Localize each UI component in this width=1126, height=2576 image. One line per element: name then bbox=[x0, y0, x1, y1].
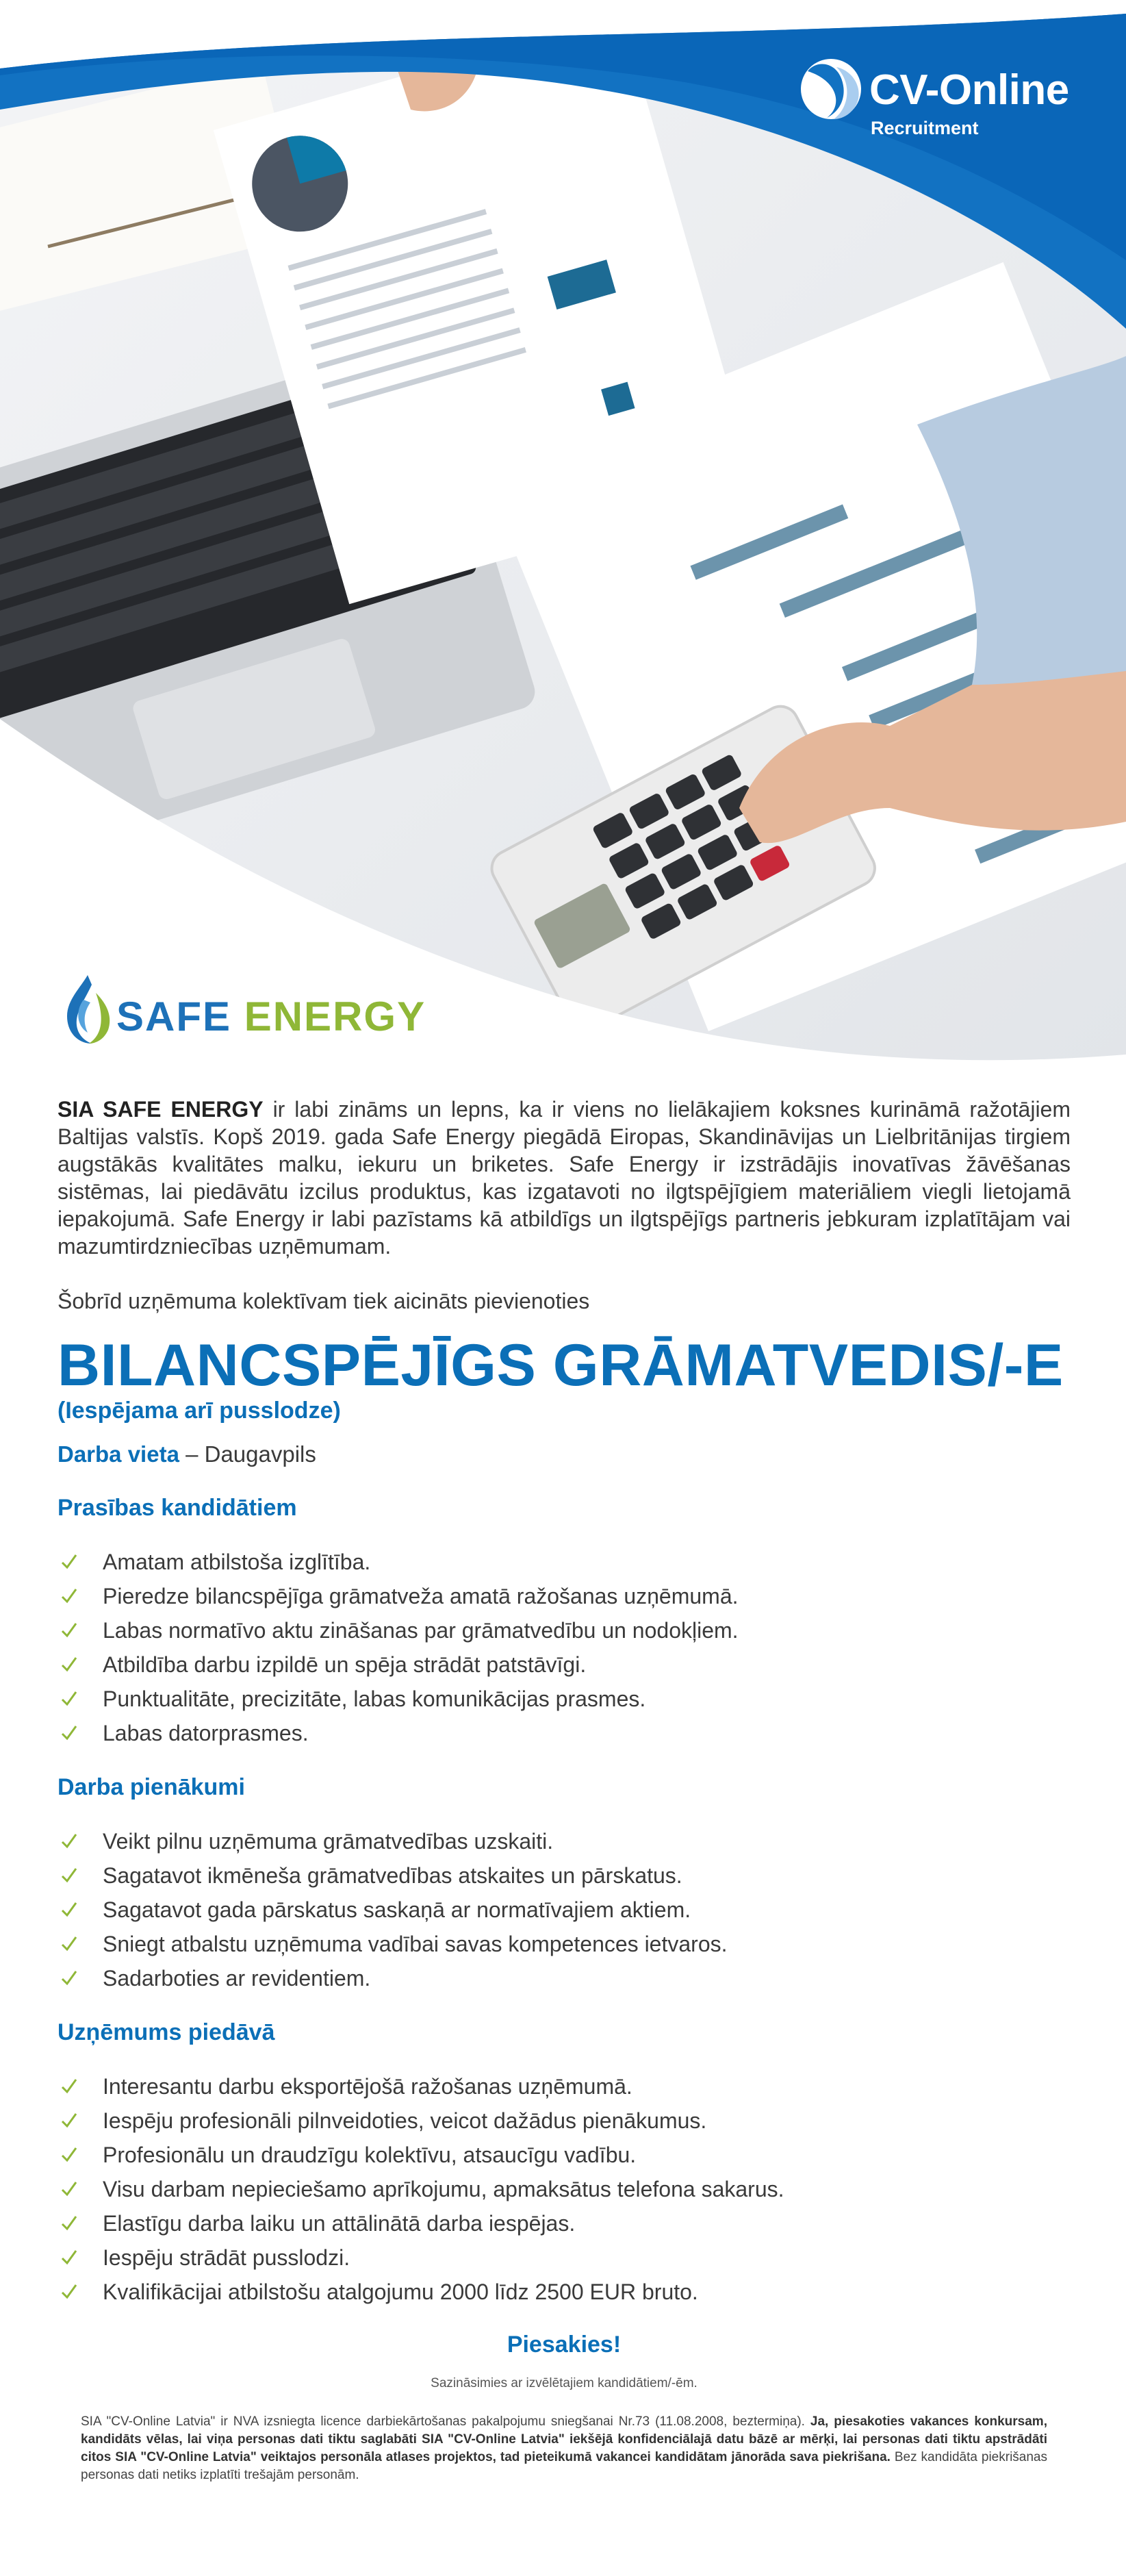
location-label: Darba vieta bbox=[57, 1441, 179, 1467]
checkmark-icon bbox=[60, 1832, 78, 1850]
list-item: Sagatavot ikmēneša grāmatvedības atskaites un pārskatus. bbox=[57, 1858, 1071, 1893]
list-item: Iespēju strādāt pusslodzi. bbox=[57, 2240, 1071, 2275]
list-item: Labas datorprasmes. bbox=[57, 1716, 1071, 1750]
list-item: Profesionālu un draudzīgu kolektīvu, atsaucīgu vadību. bbox=[57, 2138, 1071, 2172]
checkmark-icon bbox=[60, 2112, 78, 2130]
list-item: Interesantu darbu eksportējošā ražošanas uzņēmumā. bbox=[57, 2069, 1071, 2104]
legal-text-end: Bez kandidāta piekrišanas personas dati netiks izplatīti trešajām personām. bbox=[81, 2450, 1047, 2482]
list-item: Sadarboties ar revidentiem. bbox=[57, 1961, 1071, 1995]
list-item: Elastīgu darba laiku un attālinātā darba iespējas. bbox=[57, 2206, 1071, 2240]
agency-subtitle: Recruitment bbox=[871, 118, 979, 138]
safe-energy-logo bbox=[60, 972, 444, 1048]
list-item: Labas normatīvo aktu zināšanas par grāmatvedību un nodokļiem. bbox=[57, 1613, 1071, 1647]
list-item: Iespēju profesionāli pilnveidoties, veicot dažādus pienākumus. bbox=[57, 2104, 1071, 2138]
cv-online-mark-icon bbox=[795, 53, 867, 125]
checkmark-icon bbox=[60, 1724, 78, 1742]
checkmark-icon bbox=[60, 1690, 78, 1708]
checkmark-icon bbox=[60, 1901, 78, 1919]
checkmark-icon bbox=[60, 1935, 78, 1953]
logo-word-energy: ENERGY bbox=[244, 994, 426, 1039]
checkmark-icon bbox=[60, 2146, 78, 2164]
list-item: Amatam atbilstoša izglītība. bbox=[57, 1545, 1071, 1579]
checkmark-icon bbox=[60, 2078, 78, 2095]
legal-text-consent: Ja, piesakoties vakances konkursam, kandidāts vēlas, lai viņa personas dati tiktu saglabāti SIA "CV-Online Latvia" iekšējā konfidenciālajā datu bāzē ar mērķi, lai personas dati tiktu apstrādāti citos SIA "CV-Online Latvia" veiktajos personāla atlases projektos, tad pieteikumā vakancei kandidātam jānorāda sava piekrišana. bbox=[81, 2414, 1047, 2464]
company-intro bbox=[57, 1096, 1071, 1260]
checkmark-icon bbox=[60, 1553, 78, 1571]
checkmark-icon bbox=[60, 2214, 78, 2232]
list-item: Kvalifikācijai atbilstošu atalgojumu 2000 līdz 2500 EUR bruto. bbox=[57, 2275, 1071, 2309]
safe-energy-wordmark bbox=[116, 993, 426, 1040]
job-ad-content bbox=[57, 1096, 1071, 2484]
cv-online-logo bbox=[795, 48, 1083, 151]
invite-text: Šobrīd uzņēmuma kolektīvam tiek aicināts pievienoties bbox=[57, 1289, 590, 1313]
list-item: Punktualitāte, precizitāte, labas komunikācijas prasmes. bbox=[57, 1682, 1071, 1716]
agency-name: CV-Online bbox=[869, 66, 1069, 114]
job-title: BILANCSPĒJĪGS GRĀMATVEDIS/-E bbox=[57, 1333, 1064, 1398]
hero-banner bbox=[0, 0, 1126, 1068]
legal-notice bbox=[57, 2413, 1071, 2484]
duties-list bbox=[57, 1824, 1071, 1995]
intro-text: ir labi zināms un lepns, ka ir viens no lielākajiem koksnes kurināmā ražotājiem Baltijas valstīs. Kopš 2019. gada Safe Energy piegādā Eiropas, Skandināvijas un Lielbritānijas tirgiem augstākās kvalitātes malku, iekuru un briketes. Safe Energy ir izstrādājis inovatīvas žāvēšanas sistēmas, lai piedāvātu izcilus produktus, kas izgatavoti no ilgtspējīgiem materiāliem viegli lietojamā iepakojumā. Safe Energy ir labi pazīstams kā atbildīgs un ilgtspējīgs partneris jebkuram izplatītājam vai mazumtirdzniecības uzņēmumam. bbox=[57, 1097, 1071, 1259]
checkmark-icon bbox=[60, 2180, 78, 2198]
checkmark-icon bbox=[60, 2249, 78, 2266]
list-item: Visu darbam nepieciešamo aprīkojumu, apmaksātus telefona sakarus. bbox=[57, 2172, 1071, 2206]
list-item: Pieredze bilancspējīga grāmatveža amatā ražošanas uzņēmumā. bbox=[57, 1579, 1071, 1613]
offer-heading: Uzņēmums piedāvā bbox=[57, 2019, 275, 2045]
checkmark-icon bbox=[60, 1621, 78, 1639]
requirements-list bbox=[57, 1545, 1071, 1750]
job-location bbox=[57, 1441, 1071, 1468]
offer-list bbox=[57, 2069, 1071, 2309]
checkmark-icon bbox=[60, 2283, 78, 2301]
list-item: Atbildība darbu izpildē un spēja strādāt patstāvīgi. bbox=[57, 1647, 1071, 1682]
list-item: Sagatavot gada pārskatus saskaņā ar normatīvajiem aktiem. bbox=[57, 1893, 1071, 1927]
company-name: SIA SAFE ENERGY bbox=[57, 1097, 264, 1122]
contact-note: Sazināsimies ar izvēlētajiem kandidātiem/-ēm. bbox=[431, 2376, 698, 2390]
apply-link[interactable]: Piesakies! bbox=[507, 2332, 622, 2358]
office-accounting-photo bbox=[0, 0, 1126, 1068]
job-subtitle: (Iespējama arī pusslodze) bbox=[57, 1398, 341, 1424]
checkmark-icon bbox=[60, 1969, 78, 1987]
list-item: Sniegt atbalstu uzņēmuma vadībai savas kompetences ietvaros. bbox=[57, 1927, 1071, 1961]
requirements-heading: Prasības kandidātiem bbox=[57, 1495, 297, 1521]
duties-heading: Darba pienākumi bbox=[57, 1774, 245, 1800]
checkmark-icon bbox=[60, 1587, 78, 1605]
list-item: Veikt pilnu uzņēmuma grāmatvedības uzskaiti. bbox=[57, 1824, 1071, 1858]
checkmark-icon bbox=[60, 1656, 78, 1674]
logo-word-safe: SAFE bbox=[116, 994, 232, 1039]
safe-energy-drop-icon bbox=[60, 972, 115, 1046]
location-value: – Daugavpils bbox=[179, 1441, 316, 1467]
checkmark-icon bbox=[60, 1867, 78, 1884]
legal-text-start: SIA "CV-Online Latvia" ir NVA izsniegta licence darbiekārtošanas pakalpojumu sniegšanai Nr.73 (11.08.2008, beztermiņa). bbox=[81, 2414, 810, 2429]
